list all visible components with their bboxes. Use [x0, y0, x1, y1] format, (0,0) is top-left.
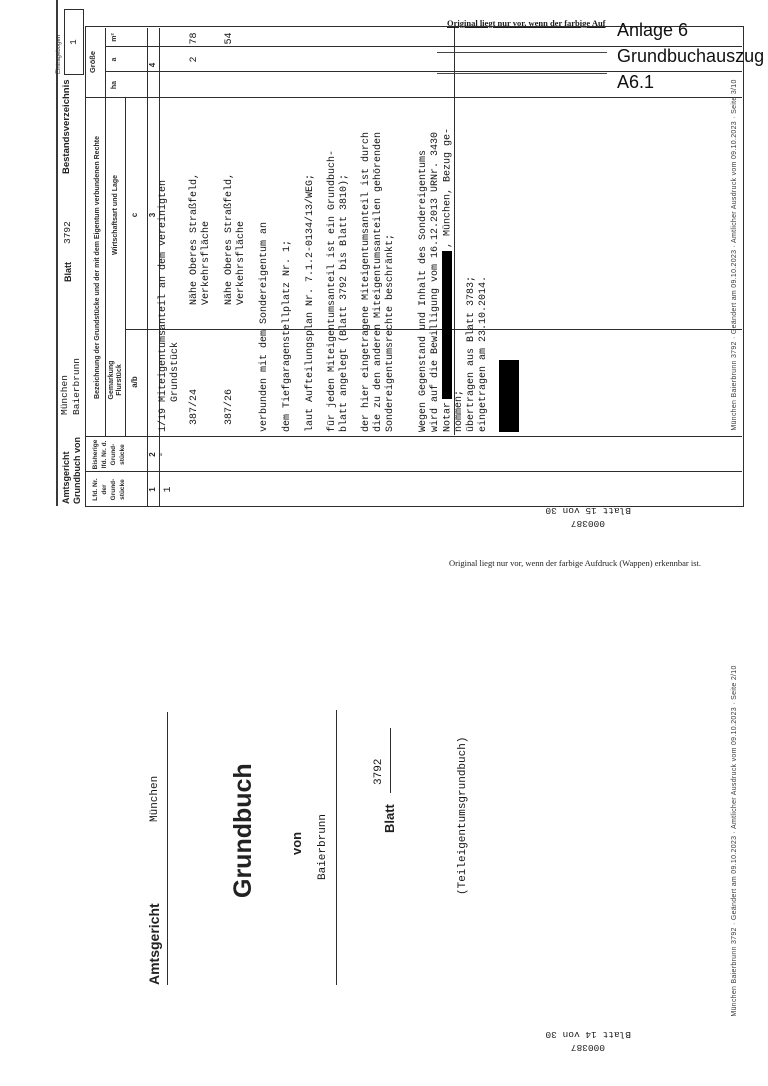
register-text-line: blatt angelegt (Blatt 3792 bis Blatt 3810); — [339, 173, 350, 432]
register-text-line: laut Aufteilungsplan Nr. 7.1.2-0134/13/WEG; — [305, 173, 316, 432]
col4-sub-m2: m² — [111, 33, 118, 42]
scan-page-titlepage — [55, 596, 745, 1086]
register-text: , München, Bezug ge- — [442, 127, 454, 248]
size-m2-value: 78 — [189, 32, 200, 45]
sheet-stamp-number: 000387 — [570, 1042, 605, 1053]
register-text-line: verbunden mit dem Sondereigentum an — [259, 221, 270, 432]
notice-middle: Original liegt nur vor, wenn der farbige Aufdruck (Wappen) erkennbar ist. — [449, 558, 701, 568]
sheet-stamp-page: Blatt 15 von 30 — [545, 505, 631, 516]
printout-footer: München Baierbrunn 3792 · Geändert am 09.10.2023 · Amtlicher Ausdruck vom 09.10.2023 · Seite 3/10 — [731, 79, 738, 431]
sheet-label: Blatt — [63, 262, 73, 282]
sheet-stamp-number: 000387 — [570, 518, 605, 529]
header-rule — [167, 712, 168, 985]
section-title: Bestandsverzeichnis — [61, 79, 72, 174]
blank-rule — [437, 73, 607, 74]
register-text-line: dem Tiefgaragenstellplatz Nr. 1; — [282, 239, 293, 432]
register-text-line: Sondereigentumsrechte beschränkt; — [385, 233, 396, 432]
place-value: Baierbrunn — [317, 813, 329, 880]
size-m2-value: 54 — [224, 32, 235, 45]
sheet-rule — [390, 728, 391, 793]
notice-top: Original liegt nur vor, wenn der farbige Auf — [447, 18, 606, 28]
col4-sub-a: a — [111, 57, 118, 62]
redaction-block — [499, 360, 519, 432]
register-text-line: Verkehrsfläche — [201, 220, 212, 305]
register-text-line: Nähe Oberes Straßfeld, — [224, 172, 235, 305]
register-text-line: eingetragen am 23.10.2014. — [478, 275, 489, 432]
previous-nr-value: - — [157, 451, 168, 458]
book-title: Grundbuch — [229, 763, 257, 898]
register-value: Baierbrunn — [71, 357, 82, 415]
sheet-stamp-page2 — [543, 1028, 635, 1054]
lfd-nr-value: 1 — [163, 486, 174, 493]
register-text-line-redacted — [442, 128, 454, 432]
table-line — [85, 436, 742, 437]
sheet-stamp-page: Blatt 14 von 30 — [545, 1029, 631, 1040]
register-text-line: wird auf die Bewilligung vom 16.12.2013 URNr. 3430 — [430, 131, 441, 432]
subtitle: (Teileigentumsgrundbuch) — [457, 736, 469, 895]
register-text-line: die zu den anderen Miteigentumsanteilen gehörenden — [373, 131, 384, 432]
col3-header: Bezeichnung der Grundstücke und der mit dem Eigentum verbundenen Rechte — [94, 136, 101, 399]
printout-footer: München Baierbrunn 3792 · Geändert am 09.10.2023 · Amtlicher Ausdruck vom 09.10.2023 · Seite 2/10 — [731, 665, 738, 1017]
register-text-line: für jeden Miteigentumsanteil ist ein Grundbuch- — [327, 149, 338, 432]
attachment-label-line: Anlage 6 — [617, 20, 689, 40]
place-rule — [336, 710, 337, 985]
court-label: Amtsgericht — [146, 903, 162, 985]
notary-label: Notar — [442, 401, 454, 432]
col-number-1: 1 — [148, 487, 157, 492]
table-line — [125, 98, 126, 437]
court-label: Amtsgericht — [61, 451, 71, 504]
register-text-line: Verkehrsfläche — [236, 220, 247, 305]
register-text-line: übertragen aus Blatt 3783; — [466, 275, 477, 432]
table-line — [105, 28, 106, 437]
table-line — [85, 97, 742, 98]
parcel-number: 387/24 — [189, 388, 200, 425]
attachment-label-line: Grundbuchauszug — [617, 46, 765, 66]
col3b-sub: c — [130, 212, 139, 218]
attachment-label-line: A6.1 — [617, 72, 655, 92]
corner-box: 1 — [64, 9, 84, 75]
col-number-3: 3 — [148, 212, 157, 218]
table-border — [85, 26, 744, 507]
sheet-label: Blatt — [382, 804, 397, 833]
attachment-label — [617, 17, 764, 95]
col3b-header: Wirtschaftsart und Lage — [112, 174, 119, 256]
corner-box-label: Eintragebogen — [56, 34, 62, 74]
col4-header: Größe — [88, 50, 97, 74]
blank-rule — [437, 52, 607, 53]
register-text-line: Nähe Oberes Straßfeld, — [189, 172, 200, 305]
sheet-value: 3792 — [62, 221, 73, 244]
col3a-header: Gemarkung Flurstück — [108, 360, 123, 400]
of-label: von — [289, 831, 304, 855]
register-text-line: Wegen Gegenstand und Inhalt des Sondereigentums — [418, 149, 429, 432]
table-line — [147, 28, 148, 507]
table-line — [85, 471, 742, 472]
col3a-sub: a/b — [130, 376, 139, 388]
col1-header: Lfd. Nr. der Grund- stücke — [92, 478, 126, 501]
sheet-value: 3792 — [373, 758, 385, 785]
size-a-value: 2 — [189, 56, 200, 63]
register-label: Grundbuch von — [72, 437, 82, 504]
col-number-4: 4 — [148, 62, 157, 68]
redaction-bar — [442, 251, 452, 399]
col2-header: Bisherige lfd. Nr. d. Grund- stücke — [92, 439, 126, 470]
court-value: München — [149, 775, 161, 822]
col4-sub-ha: ha — [111, 80, 118, 90]
col-number-2: 2 — [148, 452, 157, 457]
register-text-line: der hier eingetragene Miteigentumsanteil ist durch — [361, 131, 372, 432]
court-value: München — [59, 375, 70, 415]
register-text-line: 1/19 Miteigentumsanteil an dem vereinigten — [158, 179, 169, 432]
register-text-line: nommen; — [454, 389, 465, 432]
sheet-stamp-page1 — [543, 504, 635, 530]
table-row-divider — [454, 28, 455, 435]
register-text-line: Grundstück — [170, 341, 181, 402]
parcel-number: 387/26 — [224, 388, 235, 425]
